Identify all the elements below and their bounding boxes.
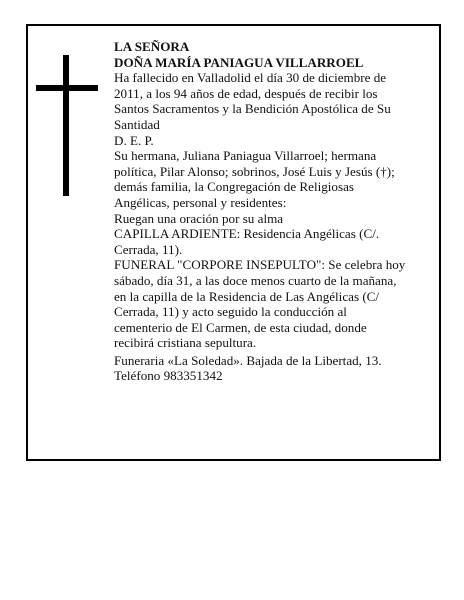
family-line: Angélicas, personal y residentes:	[114, 194, 287, 210]
funeral-home-line: Funeraria «La Soledad». Bajada de la Libertad, 13.	[114, 352, 382, 368]
death-line: Santos Sacramentos y la Bendición Apostólica de Su	[114, 101, 391, 117]
death-line: Ha fallecido en Valladolid el día 30 de diciembre de	[114, 70, 387, 86]
funeral-line: en la capilla de la Residencia de Las Angélicas (C/	[114, 288, 380, 304]
obituary-text	[114, 39, 426, 384]
cross-vertical-bar	[63, 55, 69, 196]
cross-horizontal-bar	[36, 85, 98, 91]
chapel-line: Cerrada, 11).	[114, 241, 183, 257]
rip-abbreviation: D. E. P.	[114, 132, 154, 148]
funeral-home-phone: Teléfono 983351342	[114, 368, 223, 384]
funeral-line: recibirá cristiana sepultura.	[114, 335, 257, 351]
family-line: demás familia, la Congregación de Religiosas	[114, 179, 354, 195]
funeral-line: Cerrada, 11) y acto seguido la conducción al	[114, 304, 347, 320]
funeral-line: cementerio de El Carmen, de esta ciudad, donde	[114, 319, 367, 335]
death-line: Santidad	[114, 116, 160, 132]
deceased-name: DOÑA MARÍA PANIAGUA VILLARROEL	[114, 54, 364, 70]
family-line: Su hermana, Juliana Paniagua Villarroel; hermana	[114, 148, 377, 164]
family-line: política, Pilar Alonso; sobrinos, José Luis y Jesús (†);	[114, 163, 395, 179]
heading: LA SEÑORA	[114, 39, 190, 54]
chapel-line: CAPILLA ARDIENTE: Residencia Angélicas (C/.	[114, 226, 380, 242]
prayer-request: Ruegan una oración por su alma	[114, 210, 284, 226]
death-line: 2011, a los 94 años de edad, después de recibir los	[114, 85, 378, 101]
funeral-line: FUNERAL "CORPORE INSEPULTO": Se celebra hoy	[114, 257, 406, 273]
cross-icon	[36, 55, 98, 196]
funeral-line: sábado, día 31, a las doce menos cuarto de la mañana,	[114, 272, 397, 288]
